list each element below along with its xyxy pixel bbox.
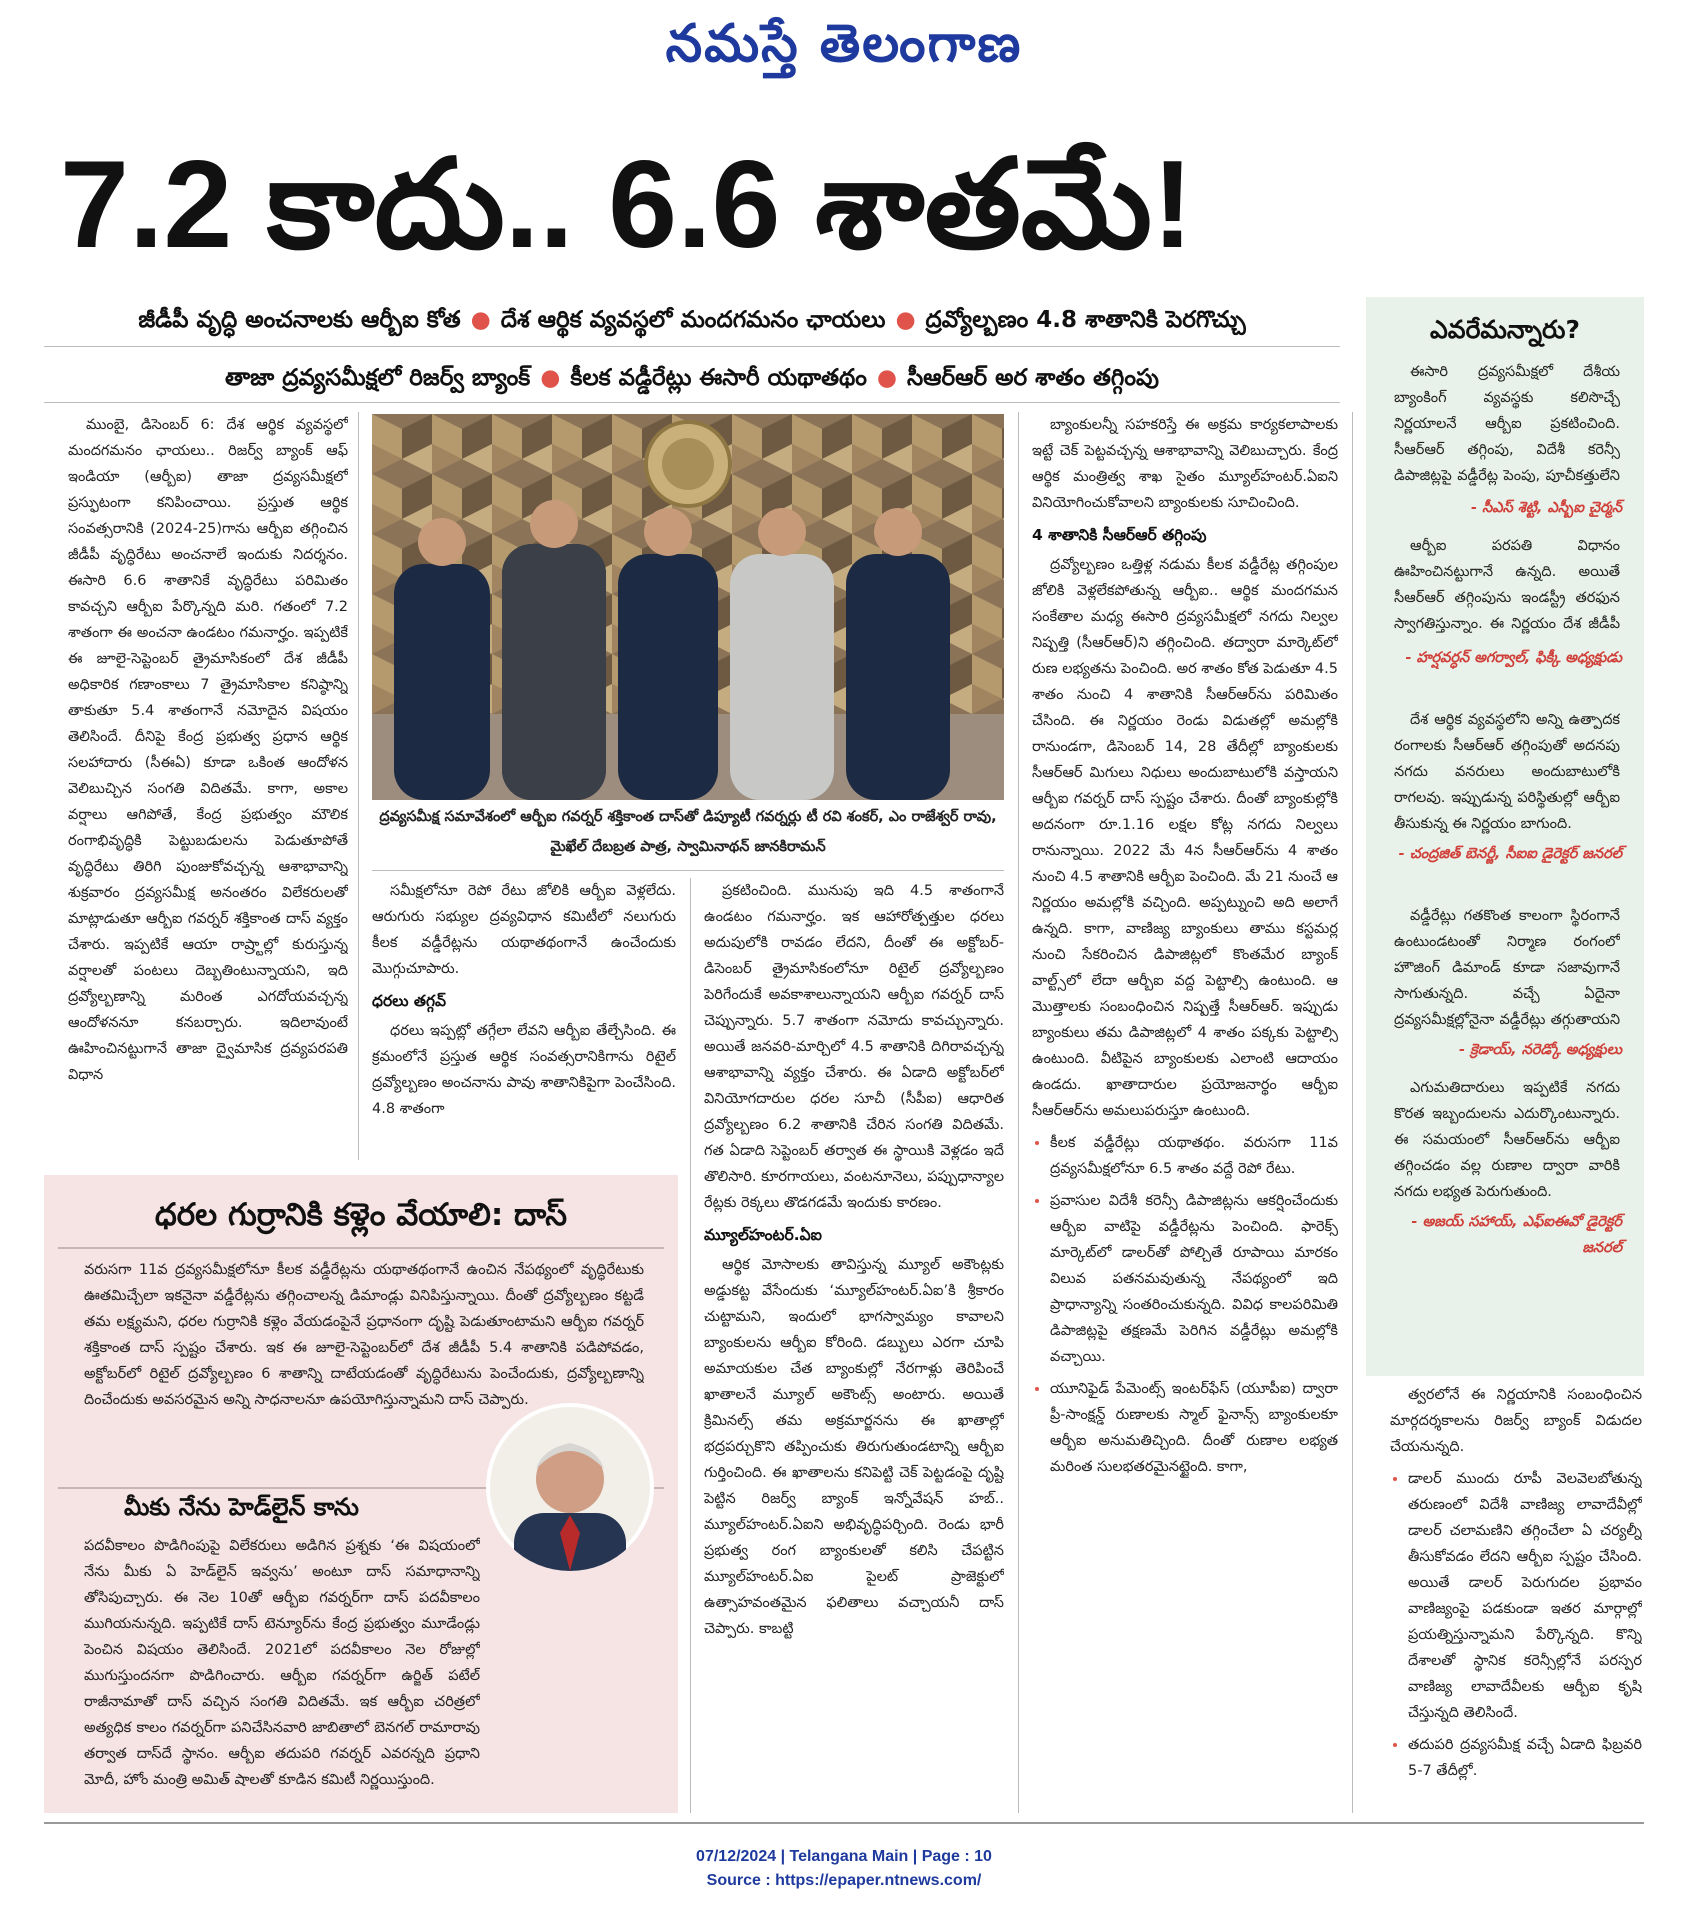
photo-illustration <box>372 414 1004 800</box>
bullet-dot-icon: ● <box>895 307 916 333</box>
list-item: • ప్రవాసుల విదేశీ కరెన్సీ డిపాజిట్లను ఆకర్షించేందుకు ఆర్బీఐ వాటిపై వడ్డీరేట్లను పెంచింది. ఫారెక్స్ మార్కెట్‌లో డాలర్‌తో పోల్చితే రూపాయి మారకం విలువ పతనమవుతున్న నేపథ్యంలో ఇది ప్రాధాన్యాన్ని సంతరించుకున్నది. వివిధ కాలపరిమితి డిపాజిట్లపై తక్షణమే పెరిగిన వడ్డీరేట్లు అమల్లోకి వచ్చాయి. <box>1050 1188 1338 1370</box>
main-headline: 7.2 కాదు.. 6.6 శాతమే! <box>60 136 1194 274</box>
list-item: • కీలక వడ్డీరేట్లు యథాతథం. వరుసగా 11వ ద్రవ్యసమీక్షలోనూ 6.5 శాతం వద్దే రెపో రేటు. <box>1050 1130 1338 1182</box>
page-bottom-rule <box>44 1822 1644 1824</box>
divider <box>44 346 1340 347</box>
subhead-1b: దేశ ఆర్థిక వ్యవస్థలో మందగమనం ఛాయలు <box>500 307 886 333</box>
subhead-2a: తాజా ద్రవ్యసమీక్షలో రిజర్వ్ బ్యాంక్ <box>225 365 531 391</box>
masthead-logo: నమస్తే తెలంగాణ <box>665 13 1023 74</box>
governor-group-photo <box>372 414 1004 800</box>
article-paragraph: ధరలు ఇప్పట్లో తగ్గేలా లేవని ఆర్బీఐ తేల్చేసింది. ఈ క్రమంలోనే ప్రస్తుత ఆర్థిక సంవత్సరానికిగాను రిటైల్ ద్రవ్యోల్బణం అంచనాను పావు శాతానికిపైగా పెంచేసింది. 4.8 శాతంగా <box>372 1023 676 1117</box>
column-rule <box>1352 412 1353 1813</box>
subhead-1c: ద్రవ్యోల్బణం 4.8 శాతానికి పెరగొచ్చు <box>925 307 1246 333</box>
quote-attribution: - హర్షవర్ధన్ అగర్వాల్, ఫిక్కీ అధ్యక్షుడు <box>1405 650 1622 666</box>
governor-portrait <box>486 1403 654 1571</box>
article-paragraph: ద్రవ్యోల్బణం ఒత్తిళ్ల నడుమ కీలక వడ్డీరేట్ల తగ్గింపుల జోలికి వెళ్లలేకపోతున్న ఆర్బీఐ.. ఆర్థిక మందగమన సంకేతాల మధ్య ఈసారి ద్రవ్యసమీక్షలో నగదు నిల్వల నిష్పత్తి (సీఆర్ఆర్)ని తగ్గించింది. తద్వారా మార్కెట్‌లో రుణ లభ్యతను పెంచింది. అర శాతం కోత పెడుతూ 4.5 శాతం నుంచి 4 శాతానికి సీఆర్ఆర్‌ను పరిమితం చేసింది. ఈ నిర్ణయం రెండు విడుతల్లో అమల్లోకి రానుండగా, డిసెంబర్ 14, 28 తేదీల్లో బ్యాంకులకు సీఆర్ఆర్ మిగులు నిధులు అందుబాటులోకి వస్తాయని ఆర్బీఐ గవర్నర్ దాస్ స్పష్టం చేశారు. దీంతో బ్యాంకుల్లోకి అదనంగా రూ.1.16 లక్షల కోట్ల నగదు నిల్వలు రానున్నాయి. 2022 మే 4న సీఆర్ఆర్‌ను 4 శాతం నుంచి 4.5 శాతానికి ఆర్బీఐ పెంచింది. మే 21 నుంచే ఆ నిర్ణయం అమల్లోకి వచ్చింది. అప్పట్నుంచి అది అలాగే ఉన్నది. కాగా, వాణిజ్య బ్యాంకులు తాము కస్టమర్ల నుంచి సేకరించిన డిపాజిట్లలో కొంతమేర బ్యాంక్ వాల్ట్స్‌లో లేదా ఆర్బీఐ వద్ద పెట్టాల్సి ఉంటుంది. ఆ మొత్తాలకు సంబంధించిన నిష్పత్తే సీఆర్ఆర్. ఇప్పుడు బ్యాంకులు తమ డిపాజిట్లలో 4 శాతం పక్కకు పెట్టాల్సి ఉంటుంది. వీటిపైన బ్యాంకులకు ఎలాంటి ఆదాయం ఉండదు. ఖాతాదారుల ప్రయోజనార్థం ఆర్బీఐ సీఆర్ఆర్‌ను అమలుపరుస్తూ ఉంటుంది. <box>1032 557 1338 1119</box>
list-item: • డాలర్ ముందు రూపీ వెలవెలబోతున్న తరుణంలో విదేశీ వాణిజ్య లావాదేవీల్లో డాలర్ చలామణిని తగ్గించేలా ఏ చర్యల్నీ తీసుకోవడం లేదని ఆర్బీఐ స్పష్టం చేసింది. అయితే డాలర్ పెరుగుదల ప్రభావం వాణిజ్యంపై పడకుండా ఇతర మార్గాల్లో ప్రయత్నిస్తున్నామని పేర్కొన్నది. కొన్ని దేశాలతో స్థానిక కరెన్సీల్లోనే పరస్పర వాణిజ్య లావాదేవీలకు ఆర్బీఐ కృషి చేస్తున్నది తెలిసిందే. <box>1408 1466 1642 1726</box>
box-paragraph: వరుసగా 11వ ద్రవ్యసమీక్షలోనూ కీలక వడ్డీరేట్లను యథాతథంగానే ఉంచిన నేపథ్యంలో వృద్ధిరేటుకు ఊతమిచ్చేలా ఇకనైనా వడ్డీరేట్లను తగ్గించాలన్న డిమాండ్లు వినిపిస్తున్నాయి. దీంతో ద్రవ్యోల్బణం కట్టడే తమ లక్ష్యమని, ధరల గుర్రానికి కళ్లెం వేయడంపైనే ప్రధానంగా దృష్టి పెడుతూంటామని ఆర్బీఐ గవర్నర్ శక్తికాంత దాస్ స్పష్టం చేశారు. ఇక ఈ జూలై-సెప్టెంబర్‌లో దేశ జీడీపీ 5.4 శాతానికి పడిపోవడం, అక్టోబర్‌లో రిటైల్ ద్రవ్యోల్బణం 6 శాతాన్ని దాటేయడంతో వృద్ధిరేటును పెంచేందుకు, ద్రవ్యోల్బణాన్ని దించేందుకు అవసరమైన అన్ని సాధనాలనూ ఉపయోగిస్తున్నామని దాస్ చెప్పారు. <box>84 1262 644 1408</box>
column-rule <box>1018 412 1019 1813</box>
quote-text: ఎగుమతిదారులు ఇప్పటికే నగదు కొరత ఇబ్బందులను ఎదుర్కొంటున్నారు. ఈ సమయంలో సీఆర్ఆర్‌ను ఆర్బీఐ తగ్గించడం వల్ల రుణాల ద్వారా వారికి నగదు లభ్యత పెరుగుతుంది. <box>1394 1080 1620 1200</box>
divider <box>44 402 1340 403</box>
quote-attribution: - చంద్రజిత్ బెనర్జీ, సీఐఐ డైరెక్టర్ జనరల్ <box>1398 846 1622 862</box>
quote-text: ఈసారి ద్రవ్యసమీక్షలో దేశీయ బ్యాంకింగ్ వ్యవస్థకు కలిసొచ్చే నిర్ణయాలనే ఆర్బీఐ ప్రకటించింది. సీఆర్ఆర్ తగ్గింపు, విదేశీ కరెన్సీ డిపాజిట్లపై వడ్డీరేట్ల పెంపు, పూచీకత్తులేని <box>1394 364 1620 484</box>
subhead-2b: కీలక వడ్డీరేట్లు ఈసారీ యథాతథం <box>570 365 867 391</box>
reactions-box <box>1366 297 1644 1376</box>
footer-dateline: 07/12/2024 | Telangana Main | Page : 10 <box>696 1848 992 1865</box>
box-title: ఎవరేమన్నారు? <box>1430 315 1580 344</box>
box-paragraph: పదవీకాలం పొడిగింపుపై విలేకరులు అడిగిన ప్రశ్నకు ‘ఈ విషయంలో నేను మీకు ఏ హెడ్‌లైన్ ఇవ్వను’ అంటూ దాస్ సమాధానాన్ని తోసిపుచ్చారు. ఈ నెల 10తో ఆర్బీఐ గవర్నర్‌గా దాస్ పదవీకాలం ముగియనున్నది. ఇప్పటికే దాస్ టెన్యూర్‌ను కేంద్ర ప్రభుత్వం మూడేండ్లు పెంచిన విషయం తెలిసిందే. 2021లో పదవీకాలం నెల రోజుల్లో ముగుస్తుందనగా పొడిగించారు. ఆర్బీఐ గవర్నర్‌గా ఉర్జిత్ పటేల్ రాజీనామాతో దాస్ వచ్చిన సంగతి విదితమే. ఇక ఆర్బీఐ చరిత్రలో అత్యధిక కాలం గవర్నర్‌గా పనిచేసినవారి జాబితాలో బెనగల్ రామారావు తర్వాత దాస్‌దే స్థానం. ఆర్బీఐ తదుపరి గవర్నర్ ఎవరన్నది ప్రధాని మోదీ, హోం మంత్రి అమిత్ షాలతో కూడిన కమిటీ నిర్ణయిస్తుంది. <box>84 1538 480 1788</box>
section-heading: 4 శాతానికి సీఆర్ఆర్ తగ్గింపు <box>1032 526 1207 544</box>
photo-caption: ద్రవ్యసమీక్ష సమావేశంలో ఆర్బీఐ గవర్నర్ శక్తికాంత దాస్‌తో డిప్యూటీ గవర్నర్లు టీ రవి శంకర్, ఎం రాజేశ్వర్ రావు, మైఖేల్ దేబబ్రత పాత్ర, స్వామినాథన్ జానకిరామన్ <box>372 802 1004 871</box>
quote-attribution: - క్రెడాయ్, నరెడ్కో అధ్యక్షులు <box>1459 1042 1622 1058</box>
box-subtitle: మీకు నేను హెడ్‌లైన్ కాను <box>124 1493 359 1521</box>
highlights-list <box>1032 1130 1338 1480</box>
section-heading: మ్యూల్‌హంటర్.ఏఐ <box>704 1226 822 1244</box>
list-item: • యూనిఫైడ్ పేమెంట్స్ ఇంటర్‌ఫేస్ (యూపీఐ) ద్వారా ప్రీ-సాంక్షన్డ్ రుణాలకు స్మాల్ ఫైనాన్స్ బ్యాంకులకూ ఆర్బీఐ అనుమతిచ్చింది. దీంతో రుణాల లభ్యత మరింత సులభతరమైనట్టైంది. కాగా, <box>1050 1376 1338 1480</box>
quote-attribution: - సీఎస్ శెట్టి, ఎస్బీఐ చైర్మన్ <box>1471 500 1622 516</box>
bullet-dot-icon: ● <box>540 365 561 391</box>
sidebar-story-box <box>44 1175 678 1813</box>
article-paragraph: ఆర్థిక మోసాలకు తావిస్తున్న మ్యూల్ అకౌంట్లకు అడ్డుకట్ట వేసేందుకు ‘మ్యూల్‌హంటర్.ఏఐ’కి శ్రీకారం చుట్టామని, ఇందులో భాగస్వామ్యం కావాలని బ్యాంకులను ఆర్బీఐ కోరింది. డబ్బులు ఎరగా చూపి అమాయకుల చేత బ్యాంకుల్లో నేరగాళ్లు తెరిపించే ఖాతాలనే మ్యూల్ అకౌంట్స్ అంటారు. అయితే క్రిమినల్స్ తమ అక్రమార్జనను ఈ ఖాతాల్లో భద్రపర్చుకొని తప్పించుకు తిరుగుతుండటాన్ని ఆర్బీఐ గుర్తించింది. ఈ ఖాతాలను కనిపెట్టి చెక్ పెట్టడంపై దృష్టి పెట్టిన రిజర్వ్ బ్యాంక్ ఇన్నోవేషన్ హబ్.. మ్యూల్‌హంటర్.ఏఐని అభివృద్ధిపర్చింది. రెండు భారీ ప్రభుత్వ రంగ బ్యాంకులతో కలిసి చేపట్టిన మ్యూల్‌హంటర్.ఏఐ పైలట్ ప్రాజెక్టులో ఉత్సాహవంతమైన ఫలితాలు వచ్చాయనీ దాస్ చెప్పారు. కాబట్టి <box>704 1257 1004 1637</box>
subhead-line-2 <box>44 356 1340 400</box>
article-paragraph: ముంబై, డిసెంబర్ 6: దేశ ఆర్థిక వ్యవస్థలో మందగమనం ఛాయలు.. రిజర్వ్ బ్యాంక్ ఆఫ్ ఇండియా (ఆర్బీఐ) తాజా ద్రవ్యసమీక్షలో ప్రస్ఫుటంగా కనిపించాయి. ప్రస్తుత ఆర్థిక సంవత్సరానికి (2024-25)గాను ఆర్బీఐ తగ్గించిన జీడీపీ వృద్ధిరేటు అంచనాలే ఇందుకు నిదర్శనం. ఈసారి 6.6 శాతానికే వృద్ధిరేటు పరిమితం కావచ్చని ఆర్బీఐ పేర్కొన్నది మరి. గతంలో 7.2 శాతంగా ఈ అంచనా ఉండటం గమనార్హం. ఇప్పటికే ఈ జూలై-సెప్టెంబర్ త్రైమాసికంలో దేశ జీడీపీ అధికారిక గణాంకాలు 7 త్రైమాసికాల కనిష్ఠాన్ని తాకుతూ 5.4 శాతంగానే నమోదైన విషయం తెలిసిందే. దీనిపై కేంద్ర ప్రభుత్వ ప్రధాన ఆర్థిక సలహాదారు (సీఈఏ) కూడా ఒకింత ఆందోళన వెలిబుచ్చిన సంగతి విదితమే. కాగా, అకాల వర్షాలు ఆగిపోతే, కేంద్ర ప్రభుత్వం మౌలిక రంగాభివృద్ధికి పెట్టుబడులను పెడుతూపోతే వృద్ధిరేటు తిరిగి పుంజుకోవచ్చన్న ఆశాభావాన్ని శుక్రవారం ద్రవ్యసమీక్ష అనంతరం విలేకరులతో మాట్లాడుతూ ఆర్బీఐ గవర్నర్ శక్తికాంత దాస్ వ్యక్తం చేశారు. ఇప్పటికే ఆయా రాష్ర్టాల్లో కురుస్తున్న వర్షాలతో పంటలు దెబ్బతింటున్నాయని, ఇది ద్రవ్యోల్బణాన్ని మరింత ఎగదోయవచ్చన్న ఆందోళననూ కనబర్చారు. ఇదిలావుంటే ఊహించినట్టుగానే తాజా ద్వైమాసిక ద్రవ్యపరపతి విధాన <box>68 417 348 1083</box>
quote-text: ఆర్బీఐ పరపతి విధానం ఊహించినట్టుగానే ఉన్నది. అయితే సీఆర్ఆర్ తగ్గింపును ఇండస్ట్రీ తరఫున స్వాగతిస్తున్నాం. ఈ నిర్ణయం దేశ జీడీపీ <box>1394 538 1620 632</box>
column-rule <box>358 412 359 1160</box>
article-column-4 <box>1032 412 1338 1813</box>
article-paragraph: సమీక్షలోనూ రెపో రేటు జోలికి ఆర్బీఐ వెళ్లలేదు. ఆరుగురు సభ్యుల ద్రవ్యవిధాన కమిటీలో నలుగురు కీలక వడ్డీరేట్లను యథాతథంగానే ఉంచేందుకు మొగ్గుచూపారు. <box>372 883 676 977</box>
quote-attribution: - అజయ్ సహాయ్, ఎఫ్ఐఈవో డైరెక్టర్ జనరల్ <box>1411 1214 1622 1256</box>
quote-text: వడ్డీరేట్లు గతకొంత కాలంగా స్థిరంగానే ఉంటుండటంతో నిర్మాణ రంగంలో హౌజింగ్ డిమాండ్ కూడా సజావుగానే సాగుతున్నది. వచ్చే ఏదైనా ద్రవ్యసమీక్షల్లోనైనా వడ్డీరేట్లు తగ్గుతాయని <box>1394 908 1620 1028</box>
article-column-5 <box>1390 1382 1642 1813</box>
subhead-line-1 <box>44 298 1340 342</box>
article-column-2 <box>372 878 676 1163</box>
portrait-illustration <box>486 1403 654 1571</box>
subhead-2c: సీఆర్ఆర్ అర శాతం తగ్గింపు <box>907 365 1159 391</box>
column-rule <box>690 878 691 1813</box>
divider <box>58 1247 664 1249</box>
quote-text: దేశ ఆర్థిక వ్యవస్థలోని అన్ని ఉత్పాదక రంగాలకు సీఆర్ఆర్ తగ్గింపుతో అదనపు నగదు వనరులు అందుబాటులోకి రాగలవు. ఇప్పుడున్న పరిస్థితుల్లో ఆర్బీఐ తీసుకున్న ఈ నిర్ణయం బాగుంది. <box>1394 712 1620 832</box>
highlights-list <box>1390 1466 1642 1784</box>
article-column-3 <box>704 878 1004 1813</box>
article-column-1 <box>68 412 348 1160</box>
box-title: ధరల గుర్రానికి కళ్లెం వేయాలి: దాస్ <box>154 1197 568 1233</box>
bullet-dot-icon: ● <box>470 307 491 333</box>
article-paragraph: త్వరలోనే ఈ నిర్ణయానికి సంబంధించిన మార్గదర్శకాలను రిజర్వ్ బ్యాంక్ విడుదల చేయనున్నది. <box>1390 1387 1642 1455</box>
footer-source-link[interactable]: Source : https://epaper.ntnews.com/ <box>706 1872 982 1889</box>
list-item: • తదుపరి ద్రవ్యసమీక్ష వచ్చే ఏడాది ఫిబ్రవరి 5-7 తేదీల్లో. <box>1408 1732 1642 1784</box>
subhead-1a: జీడీపీ వృద్ధి అంచనాలకు ఆర్బీఐ కోత <box>138 307 461 333</box>
section-heading: ధరలు తగ్గవ్ <box>372 992 446 1010</box>
bullet-dot-icon: ● <box>876 365 897 391</box>
article-paragraph: బ్యాంకులన్నీ సహకరిస్తే ఈ అక్రమ కార్యకలాపాలకు ఇట్టే చెక్ పెట్టవచ్చన్న ఆశాభావాన్ని వెలిబుచ్చారు. కేంద్ర ఆర్థిక మంత్రిత్వ శాఖ సైతం మ్యూల్‌హంటర్.ఏఐని వినియోగించుకోవాలని బ్యాంకులకు సూచించింది. <box>1032 417 1338 511</box>
article-paragraph: ప్రకటించింది. మునుపు ఇది 4.5 శాతంగానే ఉండటం గమనార్హం. ఇక ఆహారోత్పత్తుల ధరలు అదుపులోకి రావడం లేదని, దీంతో ఈ అక్టోబర్-డిసెంబర్ త్రైమాసికంలోనూ రిటైల్ ద్రవ్యోల్బణం పెరిగేందుకే అవకాశాలున్నాయని ఆర్బీఐ గవర్నర్ దాస్ చెప్పున్నారు. 5.7 శాతంగా నమోదు కావచ్చున్నారు. అయితే జనవరి-మార్చిలో 4.5 శాతానికి దిగిరావచ్చన్న ఆశాభావాన్ని వ్యక్తం చేశారు. ఈ ఏడాది అక్టోబర్‌లో వినియోగదారుల ధరల సూచీ (సీపీఐ) ఆధారిత ద్రవ్యోల్బణం 6.2 శాతానికి చేరిన సంగతి విదితమే. గత ఏడాది సెప్టెంబర్ తర్వాత ఈ స్థాయికి వెళ్లడం ఇదే తొలిసారి. కూరగాయలు, వంటనూనెలు, పప్పుధాన్యాల రేట్లకు రెక్కలు తొడగడమే ఇందుకు కారణం. <box>704 883 1004 1211</box>
